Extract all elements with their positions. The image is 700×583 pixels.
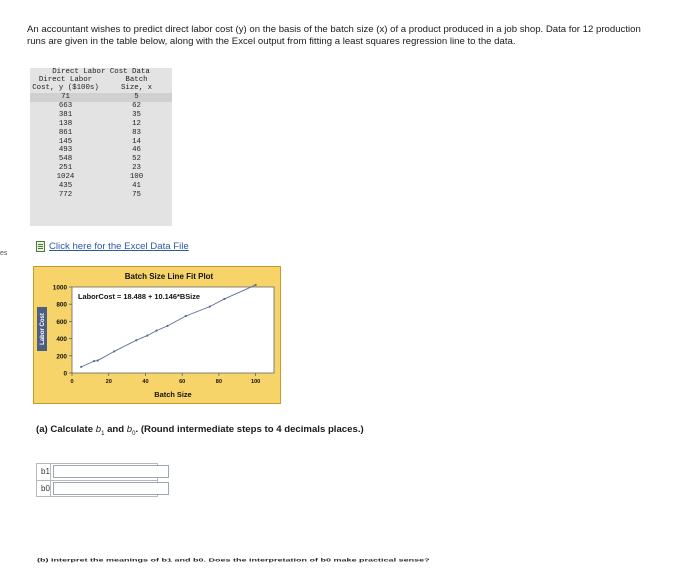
excel-link-text[interactable]: Click here for the Excel Data File xyxy=(49,241,189,252)
cost-cell: 71 xyxy=(61,93,70,101)
table-row xyxy=(30,138,172,147)
size-cell: 52 xyxy=(132,155,141,164)
cost-cell: 548 xyxy=(58,155,73,164)
data-point xyxy=(255,284,257,286)
x-tick-label: 0 xyxy=(70,379,74,385)
size-cell: 83 xyxy=(132,128,141,137)
col2-header-line1: Batch xyxy=(125,76,148,84)
y-tick-label: 200 xyxy=(56,353,67,361)
y-tick-label: 1000 xyxy=(52,284,67,292)
x-tick-label: 80 xyxy=(215,379,223,385)
equation-annotation: LaborCost = 18.488 + 10.146*BSize xyxy=(78,292,201,301)
cost-cell: 861 xyxy=(58,128,73,137)
line-fit-chart xyxy=(33,266,281,404)
cost-cell: 138 xyxy=(58,119,73,128)
side-tab-label: es xyxy=(0,250,8,257)
y-axis-label-box xyxy=(37,307,47,351)
table-row xyxy=(30,129,172,138)
problem-intro: An accountant wishes to predict direct labor cost (y) on the basis of the batch size (x) of a product produced in a job shop. Data for 12 production runs are given in the table below, along with the Excel output from fitting a least squares regression line to the data. xyxy=(27,24,641,47)
table-title: Direct Labor Cost Data xyxy=(52,68,150,76)
table-row xyxy=(30,120,172,129)
excel-data-file-link[interactable] xyxy=(36,241,189,252)
table-row xyxy=(30,155,172,164)
size-cell: 46 xyxy=(132,146,141,155)
col1-header-line2: Cost, y ($100s) xyxy=(32,84,99,92)
y-tick-label: 800 xyxy=(56,301,67,309)
x-tick-label: 60 xyxy=(179,379,186,385)
size-cell: 62 xyxy=(132,101,141,110)
col2-header-line2: Size, x xyxy=(120,84,153,92)
size-cell: 23 xyxy=(132,164,141,173)
table-body xyxy=(30,93,172,200)
b0-input[interactable] xyxy=(53,482,169,495)
y-tick-label: 400 xyxy=(56,336,67,344)
table-row xyxy=(30,93,172,102)
y-axis-label: Labor Cost xyxy=(40,313,46,345)
b1-input[interactable] xyxy=(53,465,169,478)
table-row xyxy=(30,182,172,191)
chart-svg xyxy=(34,267,282,405)
table-row xyxy=(30,111,172,120)
cost-cell: 663 xyxy=(58,101,73,110)
table-row xyxy=(30,102,172,111)
x-tick-label: 100 xyxy=(250,379,261,385)
cost-cell: 493 xyxy=(58,146,73,155)
cost-cell: 145 xyxy=(58,137,73,146)
x-tick-label: 20 xyxy=(105,379,112,385)
y-tick-label: 600 xyxy=(56,318,67,326)
size-cell: 100 xyxy=(129,173,144,182)
answer-table xyxy=(36,463,158,497)
table-row xyxy=(30,191,172,200)
cost-cell: 251 xyxy=(58,164,73,173)
b0-label: b0 xyxy=(37,481,51,497)
size-cell: 12 xyxy=(132,119,141,128)
size-cell: 5 xyxy=(134,93,139,101)
data-point xyxy=(223,298,225,300)
table-row xyxy=(30,146,172,155)
x-tick-label: 40 xyxy=(142,379,149,385)
part-b-prompt: (b) Interpret the meanings of b1 and b0. Does the interpretation of b0 make practical sense? xyxy=(37,557,430,563)
cost-cell: 435 xyxy=(58,182,73,191)
b1-label: b1 xyxy=(37,464,51,480)
size-cell: 35 xyxy=(132,110,141,119)
data-point xyxy=(166,325,168,327)
size-cell: 75 xyxy=(132,190,141,199)
data-point xyxy=(80,366,82,368)
x-axis-label: Batch Size xyxy=(154,390,192,399)
table-row xyxy=(30,164,172,173)
part-a-prompt: (a) Calculate $b_1$ and $b_0$. (Round intermediate steps to 4 decimals places.) xyxy=(36,424,364,437)
data-point xyxy=(97,359,99,361)
direct-labor-cost-table xyxy=(30,68,172,226)
data-point xyxy=(209,306,211,308)
answer-row-b0 xyxy=(37,481,157,497)
data-point xyxy=(113,350,115,352)
excel-file-icon xyxy=(36,241,45,252)
cost-cell: 1024 xyxy=(56,173,75,182)
cost-cell: 381 xyxy=(58,110,73,119)
data-point xyxy=(135,339,137,341)
data-point xyxy=(185,315,187,317)
answer-row-b1 xyxy=(37,464,157,481)
size-cell: 41 xyxy=(132,182,141,191)
cost-cell: 772 xyxy=(58,190,73,199)
col1-header-line1: Direct Labor xyxy=(38,76,93,84)
data-point xyxy=(146,334,148,336)
table-row xyxy=(30,173,172,182)
size-cell: 14 xyxy=(132,137,141,146)
data-point xyxy=(93,360,95,362)
y-tick-label: 0 xyxy=(63,370,67,378)
data-point xyxy=(155,330,157,332)
chart-title: Batch Size Line Fit Plot xyxy=(124,272,214,281)
